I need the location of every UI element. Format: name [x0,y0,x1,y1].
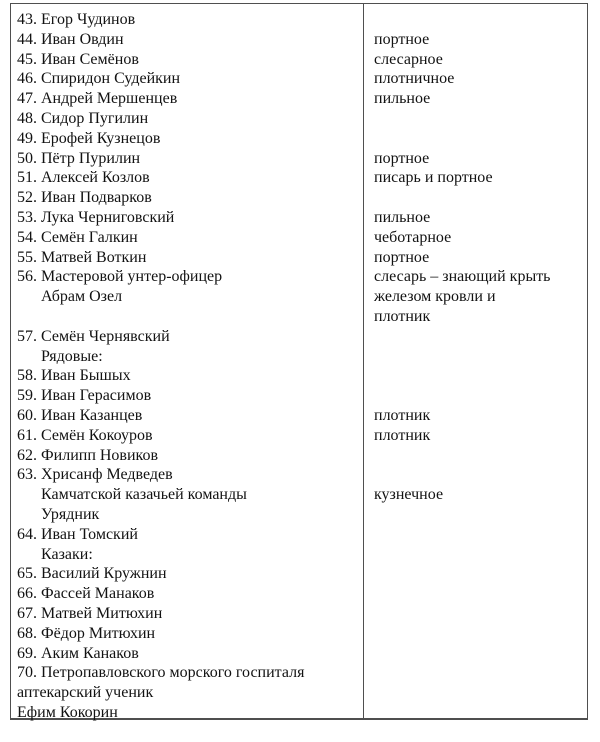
trade-cell [363,683,587,703]
table-rows [11,4,587,723]
name-cell: 54. Семён Галкин [17,228,138,246]
table-row [11,386,587,406]
name-cell: 55. Матвей Воткин [17,248,147,266]
name-cell: 59. Иван Герасимов [17,387,152,405]
trade-cell: пильное [374,208,431,226]
table-row [11,683,587,703]
table-row [11,564,587,584]
trade-cell [363,109,587,129]
trade-cell [363,10,587,30]
name-cell: 68. Фёдор Митюхин [17,624,156,642]
name-cell: Камчатской казачьей команды [41,486,247,504]
table-row [11,287,587,307]
name-cell: 67. Матвей Митюхин [17,604,163,622]
name-cell: 51. Алексей Козлов [17,169,150,187]
name-cell: 46. Спиридон Судейкин [17,70,181,88]
name-cell: 61. Семён Кокоуров [17,426,153,444]
table-row [11,584,587,604]
table-row [11,149,587,169]
name-cell: Ефим Кокорин [17,703,118,721]
name-cell: 69. Аким Канаков [17,644,139,662]
name-cell [11,307,363,327]
trade-cell [363,446,587,466]
table-row [11,168,587,188]
table-row [11,545,587,565]
table-row [11,347,587,367]
table-row [11,188,587,208]
table-row [11,129,587,149]
name-cell: 64. Иван Томский [17,525,138,543]
trade-cell: портное [374,30,430,48]
trade-cell [363,188,587,208]
trade-cell: портное [374,149,430,167]
name-cell: 53. Лука Черниговский [17,208,175,226]
trade-cell [363,347,587,367]
table-row [11,406,587,426]
trade-cell: плотничное [374,70,455,88]
name-cell: 44. Иван Овдин [17,30,124,48]
table-row [11,644,587,664]
table-row [11,69,587,89]
trade-cell [363,129,587,149]
table-row [11,426,587,446]
table-row [11,703,587,723]
name-cell: 43. Егор Чудинов [17,11,136,28]
name-cell: 65. Василий Кружнин [17,565,167,583]
trade-cell [363,386,587,406]
trade-cell: железом кровли и [374,288,496,306]
table-row [11,525,587,545]
trade-cell: пильное [374,90,431,108]
trade-cell [363,624,587,644]
name-cell: 70. Петропавловского морского госпиталя [17,664,305,682]
trade-cell: чеботарное [374,228,452,246]
trade-cell: плотник [374,406,431,424]
table-row [11,604,587,624]
trade-cell: слесарное [374,50,443,68]
name-cell: 62. Филипп Новиков [17,446,159,464]
trade-cell: кузнечное [374,486,444,504]
trade-cell [363,604,587,624]
name-cell: 50. Пётр Пурилин [17,149,141,167]
name-cell: Абрам Озел [41,288,123,306]
name-cell: 63. Хрисанф Медведев [17,466,173,484]
name-cell: Рядовые: [41,347,103,365]
trade-cell: слесарь – знающий крыть [374,268,551,286]
table-row [11,248,587,268]
trade-cell [363,644,587,664]
trade-cell [363,327,587,347]
name-cell: 47. Андрей Мершенцев [17,90,178,108]
table-row [11,307,587,327]
name-cell: Урядник [41,505,100,523]
roster-table [10,3,588,720]
trade-cell [363,564,587,584]
table-row [11,465,587,485]
trade-cell: плотник [374,307,431,325]
table-row [11,327,587,347]
trade-cell [363,584,587,604]
name-cell: 57. Семён Чернявский [17,327,170,345]
trade-cell [363,663,587,683]
name-cell: 48. Сидор Пугилин [17,109,149,127]
table-row [11,267,587,287]
trade-cell [363,703,587,723]
table-row [11,366,587,386]
table-row [11,109,587,129]
table-row [11,663,587,683]
trade-cell [363,505,587,525]
name-cell: аптекарский ученик [17,684,154,702]
name-cell: 45. Иван Семёнов [17,50,139,68]
trade-cell [363,366,587,386]
table-row [11,50,587,70]
table-row [11,10,587,30]
table-row [11,208,587,228]
table-row [11,485,587,505]
name-cell: 49. Ерофей Кузнецов [17,129,161,147]
name-cell: 66. Фассей Манаков [17,585,155,603]
table-row [11,446,587,466]
name-cell: 56. Мастеровой унтер-офицер [17,268,223,286]
name-cell: 58. Иван Бышых [17,367,131,385]
trade-cell: плотник [374,426,431,444]
name-cell: 60. Иван Казанцев [17,406,143,424]
table-row [11,89,587,109]
table-row [11,505,587,525]
name-cell: 52. Иван Подварков [17,189,152,207]
trade-cell [363,525,587,545]
column-divider-line [363,4,364,718]
table-row [11,228,587,248]
trade-cell: писарь и портное [374,169,493,187]
table-row [11,624,587,644]
table-row [11,30,587,50]
trade-cell [363,545,587,565]
trade-cell: портное [374,248,430,266]
name-cell: Казаки: [41,545,93,563]
trade-cell [363,465,587,485]
